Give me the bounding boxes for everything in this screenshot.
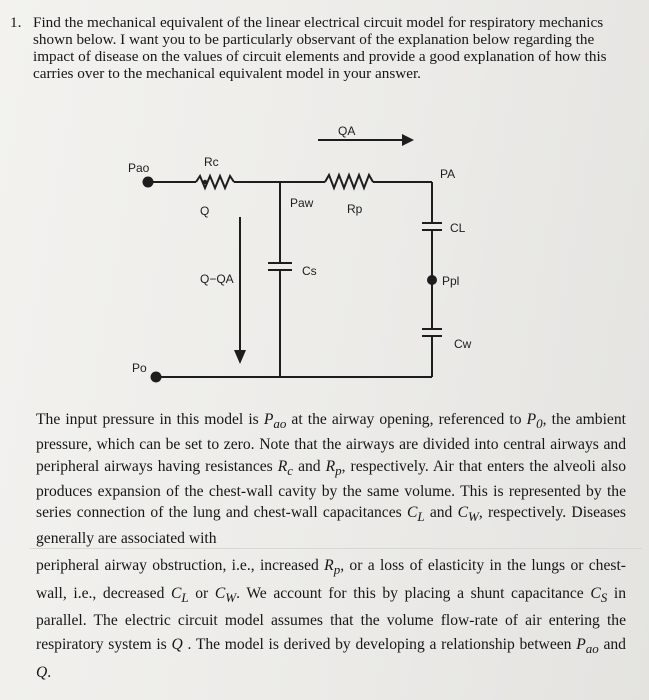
paragraph-disease-effects: peripheral airway obstruction, i.e., increased $R_p$, or a loss of elasticity in the lungs or chest-wall, i.e., decreased $C_L$ or $C_W$. We account for this by placing a shunt capacitance $C_S$ in parallel. The electric circuit model assumes that the volume flow-rate of air entering the respiratory system is Q . The model is derived by developing a relationship between $P_{ao}$ and Q. <box>36 557 626 681</box>
page-divider <box>30 548 642 549</box>
symbol-pao: $P_{ao}$ <box>576 636 599 657</box>
rp-resistor <box>325 175 373 188</box>
po-terminal <box>151 372 162 383</box>
pa-label: PA <box>440 167 456 181</box>
symbol-cw: $C_W$ <box>457 504 479 525</box>
question-text: Find the mechanical equivalent of the linear electrical circuit model for respiratory mechanics shown below. I want you to be particularly observant of the explanation below regarding the impact of disease on the values of circuit elements and provide a good explanation of how this carries over to the mechanical equivalent model in your answer. <box>33 14 607 82</box>
symbol-cl: $C_L$ <box>171 584 189 605</box>
paragraph-input-pressure: The input pressure in this model is $P_{ao}$ at the airway opening, referenced to $P_0$, the ambient pressure, which can be set to zero. Note that the airways are divided into central airways and peripheral airways having resistances $R_c$ and $R_p$, respectively. Air that enters the alveoli also produces expansion of the chest-wall cavity by the same volume. This is represented by the series connection of the lung and chest-wall capacitances $C_L$ and $C_W$, respectively. Diseases generally are associated with <box>36 411 627 547</box>
symbol-rc: $R_c$ <box>277 457 294 478</box>
ppl-label: Ppl <box>442 274 460 288</box>
question-block <box>10 14 610 82</box>
symbol-rp: $R_p$ <box>325 457 342 478</box>
symbol-q: Q <box>36 663 48 681</box>
symbol-cw: $C_W$ <box>214 584 237 605</box>
symbol-pao: $P_{ao}$ <box>263 411 287 432</box>
cs-label: Cs <box>302 264 317 278</box>
paw-label: Paw <box>290 196 314 210</box>
q-node <box>203 180 207 184</box>
symbol-rp: $R_p$ <box>324 557 341 578</box>
symbol-cl: $C_L$ <box>406 504 425 525</box>
q-label: Q <box>200 204 210 218</box>
qa-label: QA <box>338 124 356 138</box>
rp-label: Rp <box>347 202 363 216</box>
circuit-diagram <box>0 120 649 395</box>
symbol-q: Q <box>171 636 183 653</box>
symbol-cs: $C_S$ <box>590 584 608 605</box>
q-minus-qa-label: Q−QA <box>200 272 234 286</box>
question-number: 1. <box>10 14 22 31</box>
rc-label: Rc <box>204 155 219 169</box>
pao-label: Pao <box>128 161 150 175</box>
cl-label: CL <box>450 221 466 235</box>
cw-label: Cw <box>454 337 472 351</box>
symbol-p0: $P_0$ <box>526 411 543 432</box>
rc-resistor <box>196 176 234 188</box>
po-label: Po <box>132 361 147 375</box>
ppl-node <box>427 275 437 285</box>
pao-terminal <box>143 177 154 188</box>
